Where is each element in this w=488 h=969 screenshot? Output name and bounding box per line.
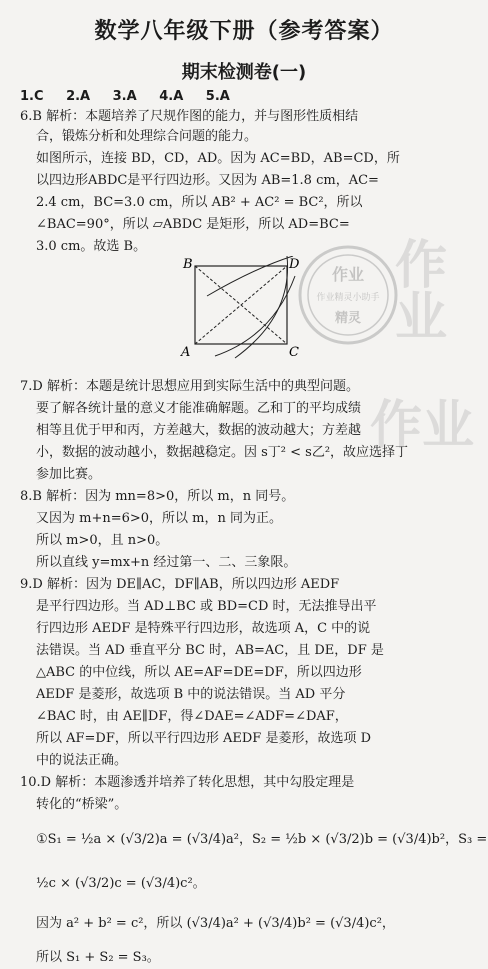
- q8-line-3: 所以 m>0，且 n>0。: [36, 533, 169, 548]
- q7-line-5: 参加比赛。: [36, 467, 102, 482]
- answers-1-5: [20, 88, 248, 106]
- q9-line-2: 是平行四边形。当 AD⊥BC 或 BD=CD 时，无法推导出平: [36, 599, 377, 614]
- q9-line-9: 中的说法正确。: [36, 753, 128, 768]
- q9-line-4: 法错误。当 AD 垂直平分 BC 时，AB=AC，且 DE，DF 是: [36, 643, 384, 658]
- page-title: 数学八年级下册（参考答案）: [94, 19, 394, 44]
- q10-equation-2: ½c × (√3/2)c = (√3/4)c²。: [36, 876, 206, 891]
- q9-line-8: 所以 AF=DF，所以平行四边形 AEDF 是菱形，故选项 D: [36, 731, 372, 746]
- arc-1: [207, 256, 293, 296]
- answer-4: 4.A: [159, 89, 184, 104]
- q6-line-5: 2.4 cm，BC=3.0 cm，所以 AB² + AC² = BC²，所以: [36, 195, 363, 210]
- q7-line-3: 相等且优于甲和丙，方差越大，数据的波动越大；方差越: [36, 423, 362, 438]
- q8-line-1: 8.B 解析：因为 mn=8>0，所以 m，n 同号。: [20, 489, 295, 504]
- q10-equation-1: ①S₁ = ½a × (√3/2)a = (√3/4)a²，S₂ = ½b × (√3/2)b = (√3/4)b²，S₃ =: [36, 832, 488, 847]
- q6-line-4: 以四边形ABDC是平行四边形。又因为 AB=1.8 cm，AC=: [36, 173, 379, 188]
- q7-line-2: 要了解各统计量的意义才能准确解题。乙和丁的平均成绩: [36, 401, 362, 416]
- q6-line-6: ∠BAC=90°，所以 ▱ABDC 是矩形，所以 AD=BC=: [36, 217, 350, 232]
- q6-line-7: 3.0 cm。故选 B。: [36, 239, 147, 254]
- watermark-big-1: 作业: [395, 236, 448, 348]
- svg-text:精灵: 精灵: [334, 311, 362, 326]
- q7-line-4: 小，数据的波动越小，数据越稳定。因 s丁² < s乙²，故应选择丁: [36, 445, 409, 460]
- section-title: 期末检测卷(一): [181, 62, 307, 83]
- label-c: C: [289, 345, 299, 360]
- q9-line-5: △ABC 的中位线，所以 AE=AF=DE=DF，所以四边形: [36, 665, 362, 680]
- answer-1: 1.C: [20, 89, 44, 104]
- watermark-stamp: [293, 240, 403, 350]
- label-a: A: [181, 345, 191, 360]
- watermark-big-2: 作业: [370, 396, 475, 456]
- q6-line-2: 合，锻炼分析和处理综合问题的能力。: [36, 129, 258, 144]
- q10-line-2: 转化的“桥梁”。: [36, 797, 128, 812]
- answer-3: 3.A: [112, 89, 137, 104]
- label-d: D: [289, 257, 300, 272]
- svg-text:作业精灵小助手: 作业精灵小助手: [316, 293, 380, 303]
- q9-line-1: 9.D 解析：因为 DE∥AC，DF∥AB，所以四边形 AEDF: [20, 577, 340, 592]
- q10-equation-4: 所以 S₁ + S₂ = S₃。: [36, 950, 160, 965]
- q8-line-2: 又因为 m+n=6>0，所以 m，n 同为正。: [36, 511, 283, 526]
- q9-line-3: 行四边形 AEDF 是特殊平行四边形，故选项 A，C 中的说: [36, 621, 371, 636]
- q6-line-1: 6.B 解析：本题培养了尺规作图的能力，并与图形性质相结: [20, 109, 359, 124]
- q8-line-4: 所以直线 y=mx+n 经过第一、二、三象限。: [36, 555, 297, 570]
- label-b: B: [183, 257, 193, 272]
- q10-line-1: 10.D 解析：本题渗透并培养了转化思想，其中勾股定理是: [20, 775, 355, 790]
- q7-line-1: 7.D 解析：本题是统计思想应用到实际生活中的典型问题。: [20, 379, 359, 394]
- q9-line-7: ∠BAC 时，由 AE∥DF，得∠DAE=∠ADF=∠DAF，: [36, 709, 348, 724]
- answer-2: 2.A: [66, 89, 91, 104]
- svg-text:作业: 作业: [331, 265, 365, 284]
- q9-line-6: AEDF 是菱形，故选项 B 中的说法错误。当 AD 平分: [36, 687, 346, 702]
- answer-5: 5.A: [205, 89, 230, 104]
- q6-line-3: 如图所示，连接 BD，CD，AD。因为 AC=BD，AB=CD，所: [36, 151, 400, 166]
- q10-equation-3: 因为 a² + b² = c²，所以 (√3/4)a² + (√3/4)b² = (√3/4)c²，: [36, 916, 395, 931]
